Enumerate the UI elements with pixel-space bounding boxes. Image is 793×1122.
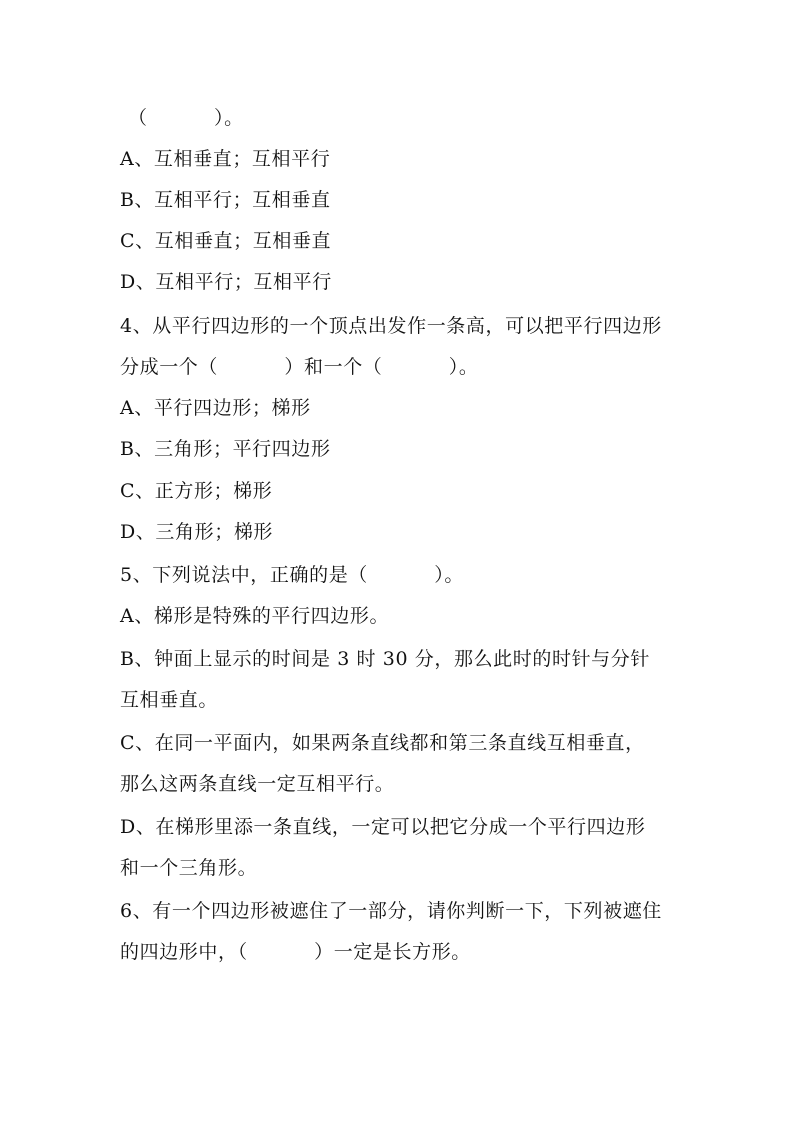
q5-option-b-line-2: 互相垂直。 — [120, 689, 219, 711]
q3-answer-blank: （ ）。 — [128, 107, 244, 129]
q5-option-c-line-2: 那么这两条直线一定互相平行。 — [120, 773, 395, 795]
q5-option-c-line-1: C、在同一平面内，如果两条直线都和第三条直线互相垂直， — [120, 732, 645, 754]
q5-option-b-line-1: B、钟面上显示的时间是 3 时 30 分，那么此时的时针与分针 — [120, 648, 650, 670]
q4-stem-line-2: 分成一个（ ）和一个（ ）。 — [120, 356, 479, 378]
q4-option-b: B、三角形；平行四边形 — [120, 438, 331, 460]
q5-option-d-line-1: D、在梯形里添一条直线，一定可以把它分成一个平行四边形 — [120, 816, 646, 838]
q3-option-c: C、互相垂直；互相垂直 — [120, 230, 332, 252]
q5-option-a: A、梯形是特殊的平行四边形。 — [120, 605, 390, 627]
q6-stem-line-2: 的四边形中，（ ）一定是长方形。 — [120, 941, 471, 963]
q6-stem-line-1: 6、有一个四边形被遮住了一部分，请你判断一下，下列被遮住 — [120, 900, 662, 922]
q4-option-d: D、三角形；梯形 — [120, 521, 274, 543]
q3-option-b: B、互相平行；互相垂直 — [120, 189, 331, 211]
q5-option-d-line-2: 和一个三角形。 — [120, 857, 258, 879]
q4-option-a: A、平行四边形；梯形 — [120, 397, 311, 419]
q4-option-c: C、正方形；梯形 — [120, 480, 273, 502]
q3-option-d: D、互相平行；互相平行 — [120, 271, 332, 293]
q3-option-a: A、互相垂直；互相平行 — [120, 148, 331, 170]
q4-stem-line-1: 4、从平行四边形的一个顶点出发作一条高，可以把平行四边形 — [120, 315, 662, 337]
q5-stem: 5、下列说法中，正确的是（ ）。 — [120, 564, 464, 586]
